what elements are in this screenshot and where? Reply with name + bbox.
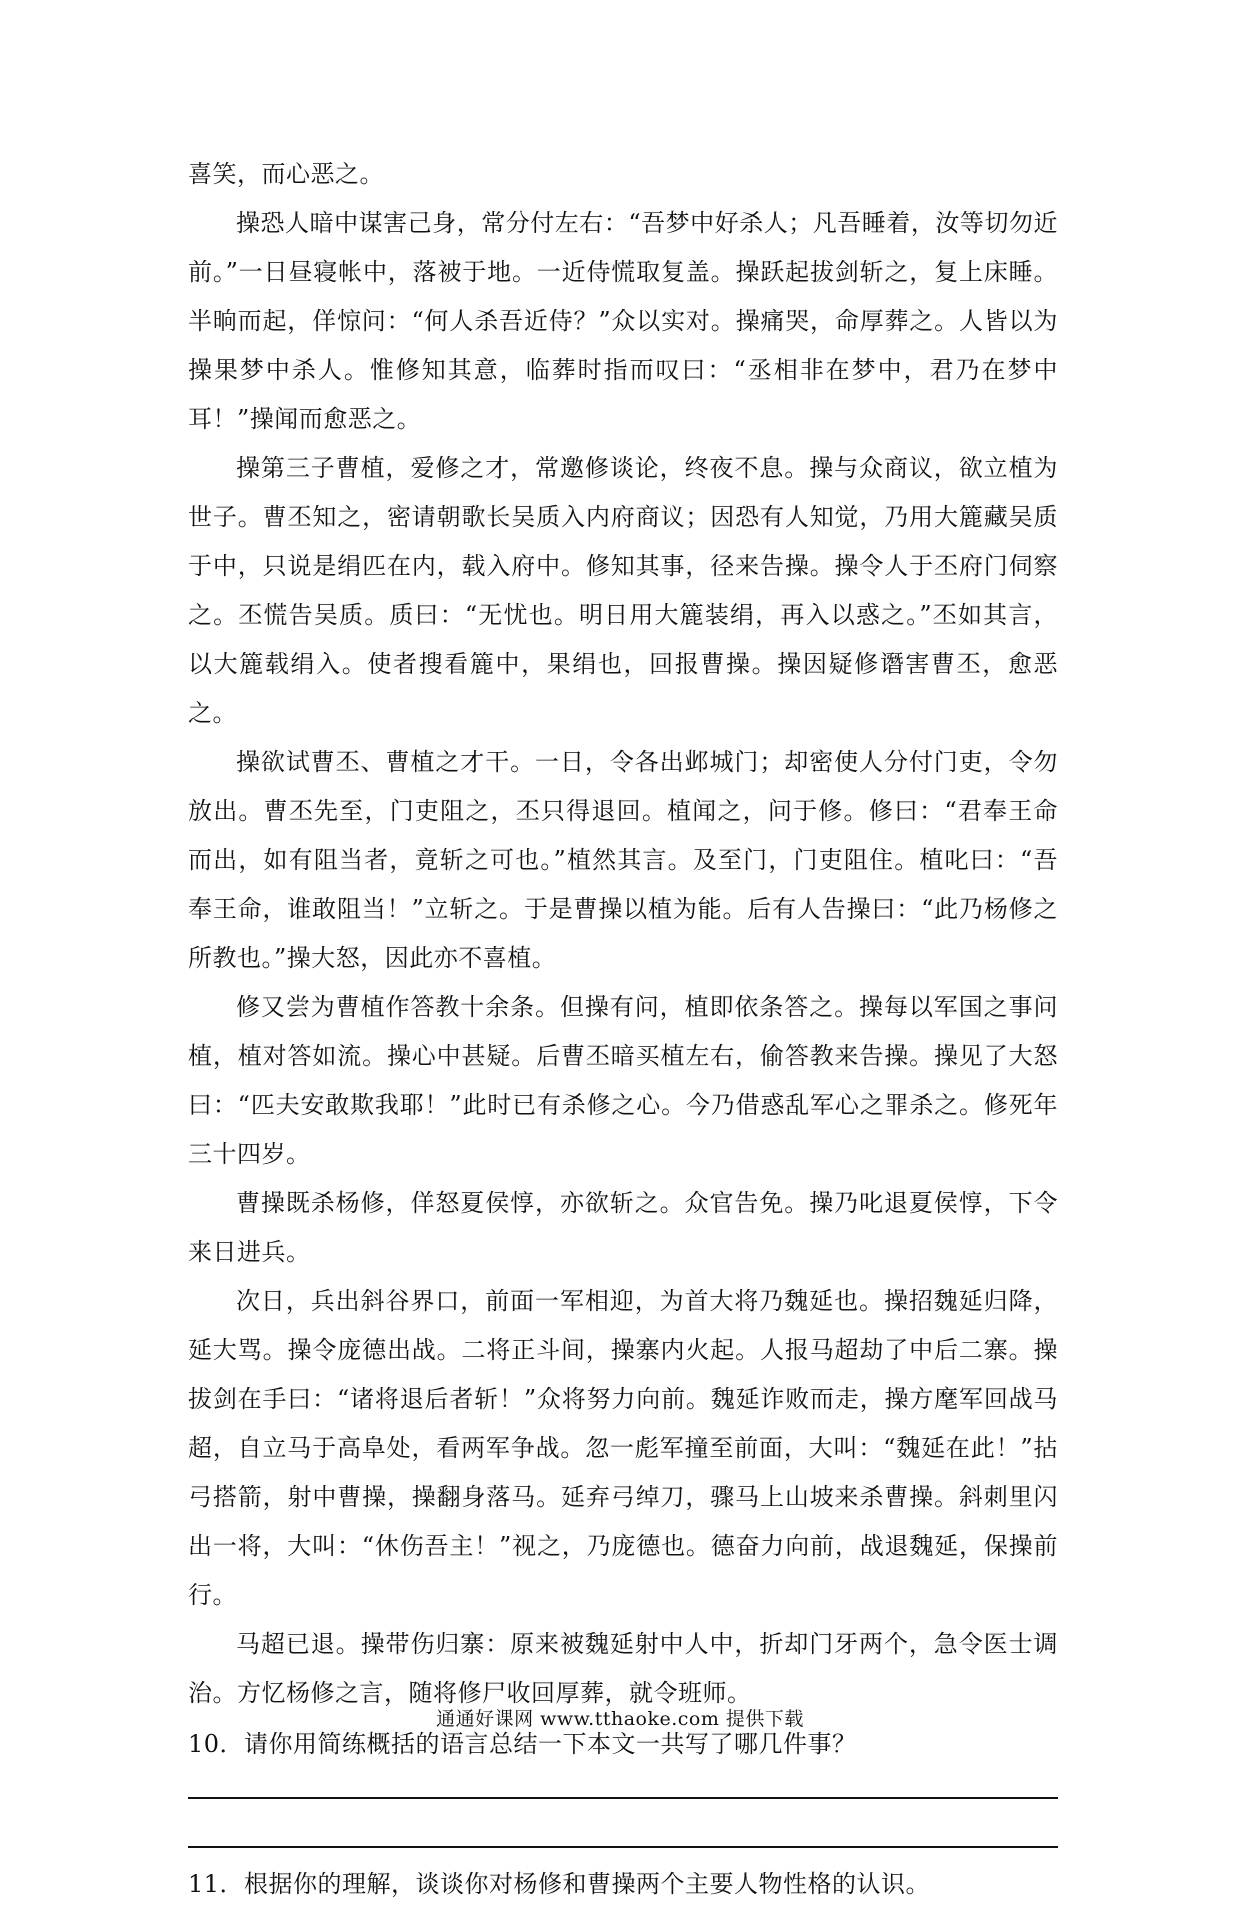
- main-text-area: [188, 150, 1058, 1909]
- answer-line[interactable]: [188, 1797, 1058, 1799]
- page-footer: 通通好课网 www.tthaoke.com 提供下载: [436, 1708, 804, 1730]
- paragraph-6: 曹操既杀杨修，佯怒夏侯惇，亦欲斩之。众官告免。操乃叱退夏侯惇，下令来日进兵。: [188, 1189, 1058, 1266]
- question-10: 10．请你用简练概括的语言总结一下本文一共写了哪几件事？: [188, 1730, 857, 1758]
- paragraph-2: 操恐人暗中谋害己身，常分付左右：“吾梦中好杀人；凡吾睡着，汝等切勿近前。”一日昼寝帐中，落被于地。一近侍慌取复盖。操跃起拔剑斩之，复上床睡。半晌而起，佯惊问：“何人杀吾近侍？”众以实对。操痛哭，命厚葬之。人皆以为操果梦中杀人。惟修知其意，临葬时指而叹曰：“丞相非在梦中，君乃在梦中耳！”操闻而愈恶之。: [188, 209, 1058, 433]
- paragraph-5: 修又尝为曹植作答教十余条。但操有问，植即依条答之。操每以军国之事问植，植对答如流。操心中甚疑。后曹丕暗买植左右，偷答教来告操。操见了大怒曰：“匹夫安敢欺我耶！”此时已有杀修之心。今乃借惑乱军心之罪杀之。修死年三十四岁。: [188, 993, 1058, 1168]
- answer-line[interactable]: [188, 1846, 1058, 1848]
- paragraph-8: 马超已退。操带伤归寨：原来被魏延射中人中，折却门牙两个，急令医士调治。方忆杨修之言，随将修尸收回厚葬，就令班师。: [188, 1630, 1058, 1707]
- paragraph-7: 次日，兵出斜谷界口，前面一军相迎，为首大将乃魏延也。操招魏延归降，延大骂。操令庞德出战。二将正斗间，操寨内火起。人报马超劫了中后二寨。操拔剑在手曰：“诸将退后者斩！”众将努力向前。魏延诈败而走，操方麾军回战马超，自立马于高阜处，看两军争战。忽一彪军撞至前面，大叫：“魏延在此！”拈弓搭箭，射中曹操，操翻身落马。延弃弓绰刀，骤马上山坡来杀曹操。斜刺里闪出一将，大叫：“休伤吾主！”视之，乃庞德也。德奋力向前，战退魏延，保操前行。: [188, 1287, 1058, 1609]
- paragraph-4: 操欲试曹丕、曹植之才干。一日，令各出邺城门；却密使人分付门吏，令勿放出。曹丕先至，门吏阻之，丕只得退回。植闻之，问于修。修曰：“君奉王命而出，如有阻当者，竟斩之可也。”植然其言。及至门，门吏阻住。植叱曰：“吾奉王命，谁敢阻当！”立斩之。于是曹操以植为能。后有人告操曰：“此乃杨修之所教也。”操大怒，因此亦不喜植。: [188, 748, 1058, 972]
- question-11: 11．根据你的理解，谈谈你对杨修和曹操两个主要人物性格的认识。: [188, 1870, 931, 1898]
- paragraph-3: 操第三子曹植，爱修之才，常邀修谈论，终夜不息。操与众商议，欲立植为世子。曹丕知之，密请朝歌长吴质入内府商议；因恐有人知觉，乃用大簏藏吴质于中，只说是绢匹在内，载入府中。修知其事，径来告操。操令人于丕府门伺察之。丕慌告吴质。质曰：“无忧也。明日用大簏装绢，再入以惑之。”丕如其言，以大簏载绢入。使者搜看簏中，果绢也，回报曹操。操因疑修谮害曹丕，愈恶之。: [188, 454, 1058, 727]
- paragraph-1: 喜笑，而心恶之。: [188, 160, 384, 188]
